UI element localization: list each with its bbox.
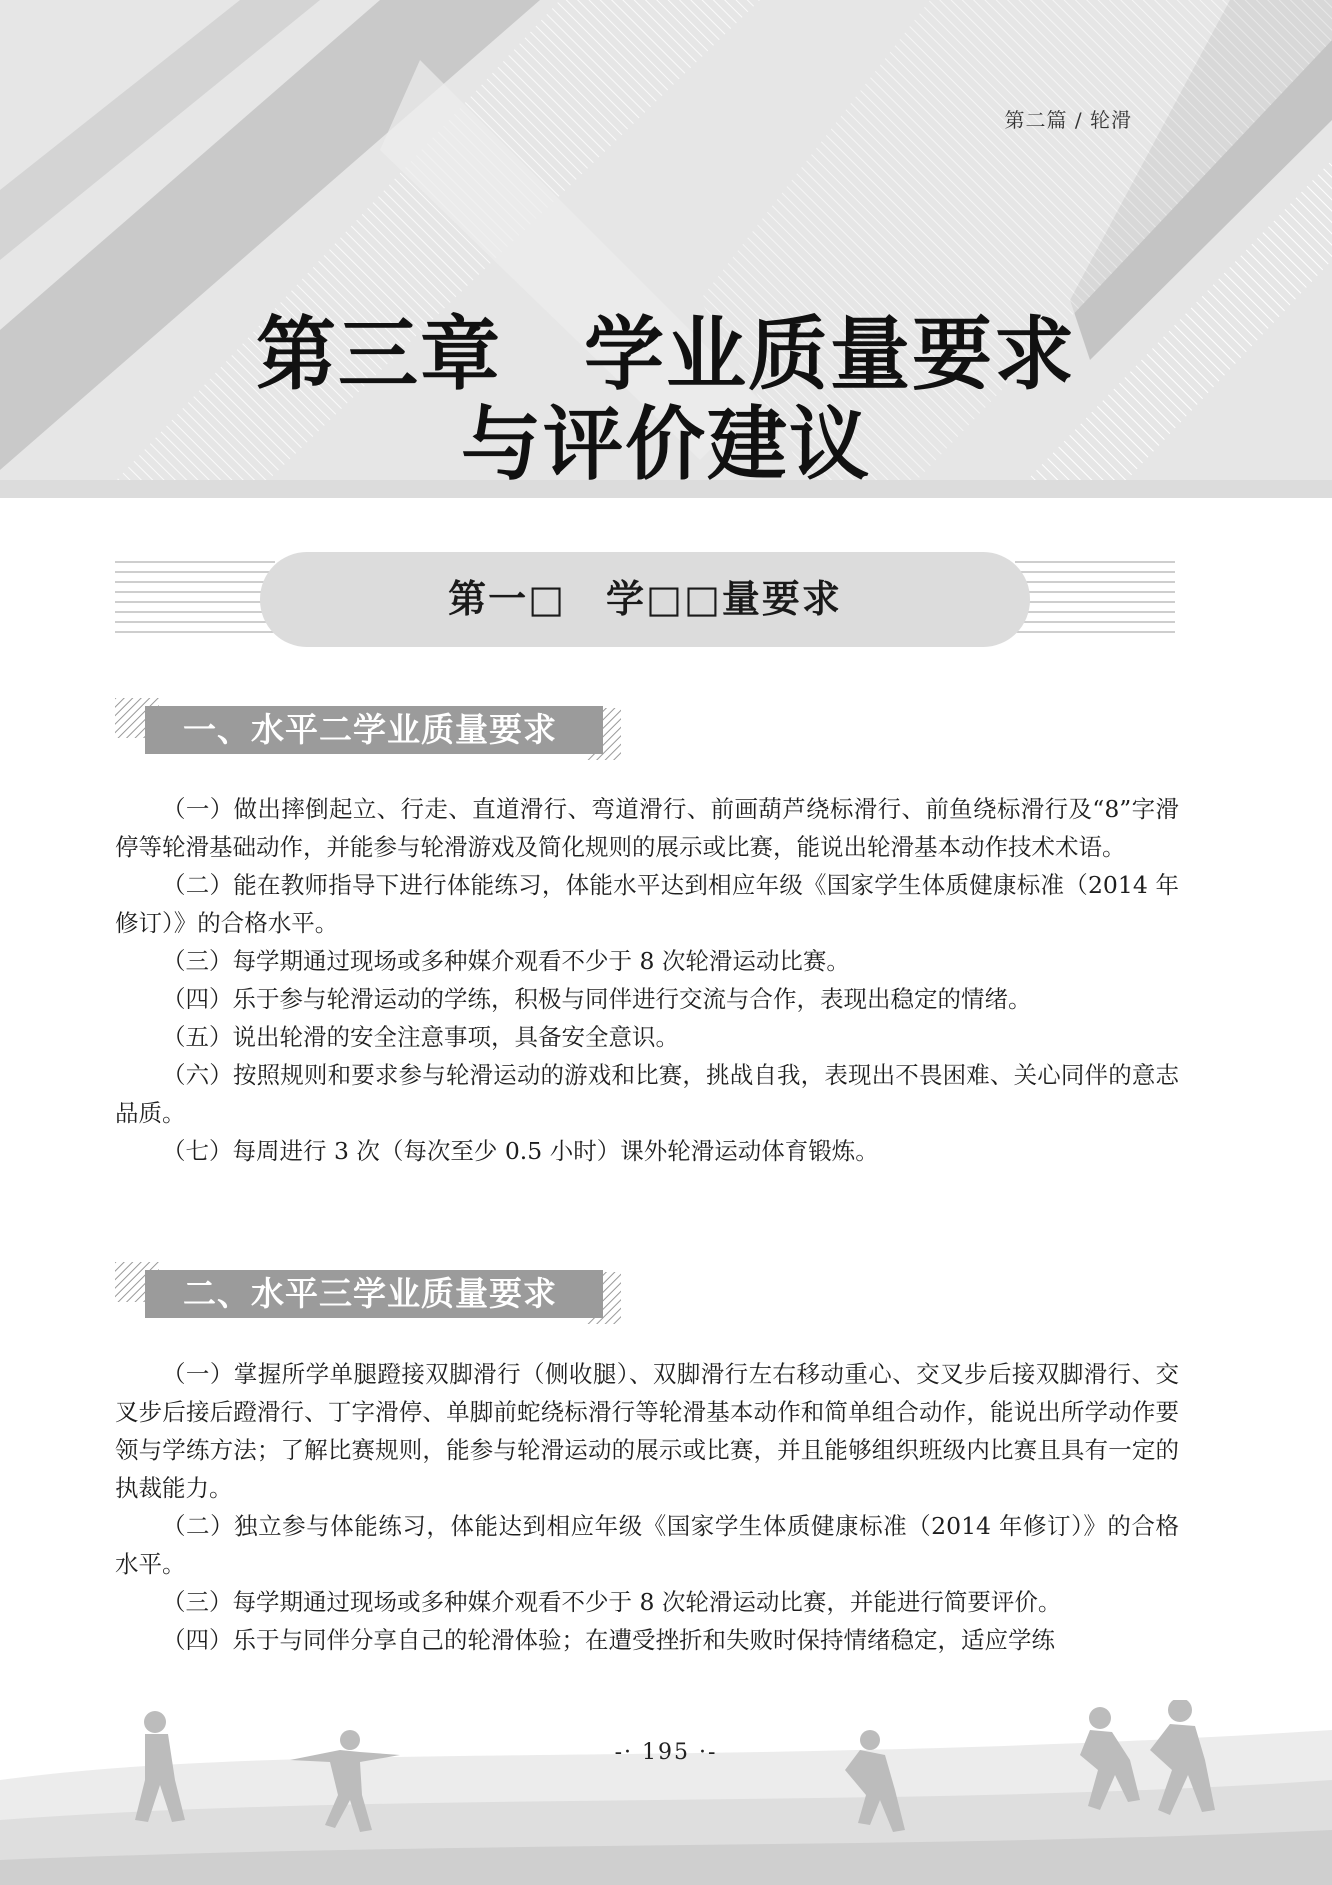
subheading-level2	[115, 698, 635, 760]
paragraph: （二）独立参与体能练习，体能达到相应年级《国家学生体质健康标准（2014 年修订）》的合格水平。	[115, 1512, 1179, 1578]
level2-requirements	[115, 790, 1179, 1170]
paragraph: （三）每学期通过现场或多种媒介观看不少于 8 次轮滑运动比赛。	[162, 947, 850, 975]
page-number: -· 195 ·-	[614, 1740, 718, 1765]
subheading-level2-text: 一、水平二学业质量要求	[183, 710, 557, 749]
subheading-level3	[115, 1262, 635, 1324]
paragraph: （六）按照规则和要求参与轮滑运动的游戏和比赛，挑战自我，表现出不畏困难、关心同伴的意志品质。	[115, 1061, 1179, 1127]
running-head: 第二篇 / 轮滑	[1004, 108, 1132, 132]
paragraph: （四）乐于与同伴分享自己的轮滑体验；在遭受挫折和失败时保持情绪稳定，适应学练	[162, 1626, 1055, 1654]
paragraph: （二）能在教师指导下进行体能练习，体能水平达到相应年级《国家学生体质健康标准（2014 年修订）》的合格水平。	[115, 871, 1179, 937]
paragraph: （四）乐于参与轮滑运动的学练，积极与同伴进行交流与合作，表现出稳定的情绪。	[162, 985, 1032, 1013]
paragraph: （五）说出轮滑的安全注意事项，具备安全意识。	[162, 1023, 679, 1051]
chapter-title-line2: 与评价建议	[461, 397, 871, 491]
level3-requirements	[115, 1355, 1179, 1659]
paragraph: （一）掌握所学单腿蹬接双脚滑行（侧收腿）、双脚滑行左右移动重心、交叉步后接双脚滑行、交叉步后接后蹬滑行、丁字滑停、单脚前蛇绕标滑行等轮滑基本动作和简单组合动作，能说出所学动作要领与学练方法；了解比赛规则，能参与轮滑运动的展示或比赛，并且能够组织班级内比赛且具有一定的执裁能力。	[115, 1360, 1179, 1502]
footer-decoration	[0, 1700, 1332, 1885]
paragraph: （一）做出摔倒起立、行走、直道滑行、弯道滑行、前画葫芦绕标滑行、前鱼绕标滑行及“8”字滑停等轮滑基础动作，并能参与轮滑游戏及简化规则的展示或比赛，能说出轮滑基本动作技术术语。	[115, 795, 1179, 861]
section-title-bar	[115, 552, 1175, 647]
skaters-silhouette	[0, 1700, 1332, 1885]
paragraph: （七）每周进行 3 次（每次至少 0.5 小时）课外轮滑运动体育锻炼。	[162, 1137, 879, 1165]
section-title: 第一□ 学□□量要求	[448, 577, 842, 621]
chapter-title-line1: 第三章 学业质量要求	[256, 307, 1076, 401]
subheading-level3-text: 二、水平三学业质量要求	[183, 1274, 557, 1313]
paragraph: （三）每学期通过现场或多种媒介观看不少于 8 次轮滑运动比赛，并能进行简要评价。	[162, 1588, 1062, 1616]
